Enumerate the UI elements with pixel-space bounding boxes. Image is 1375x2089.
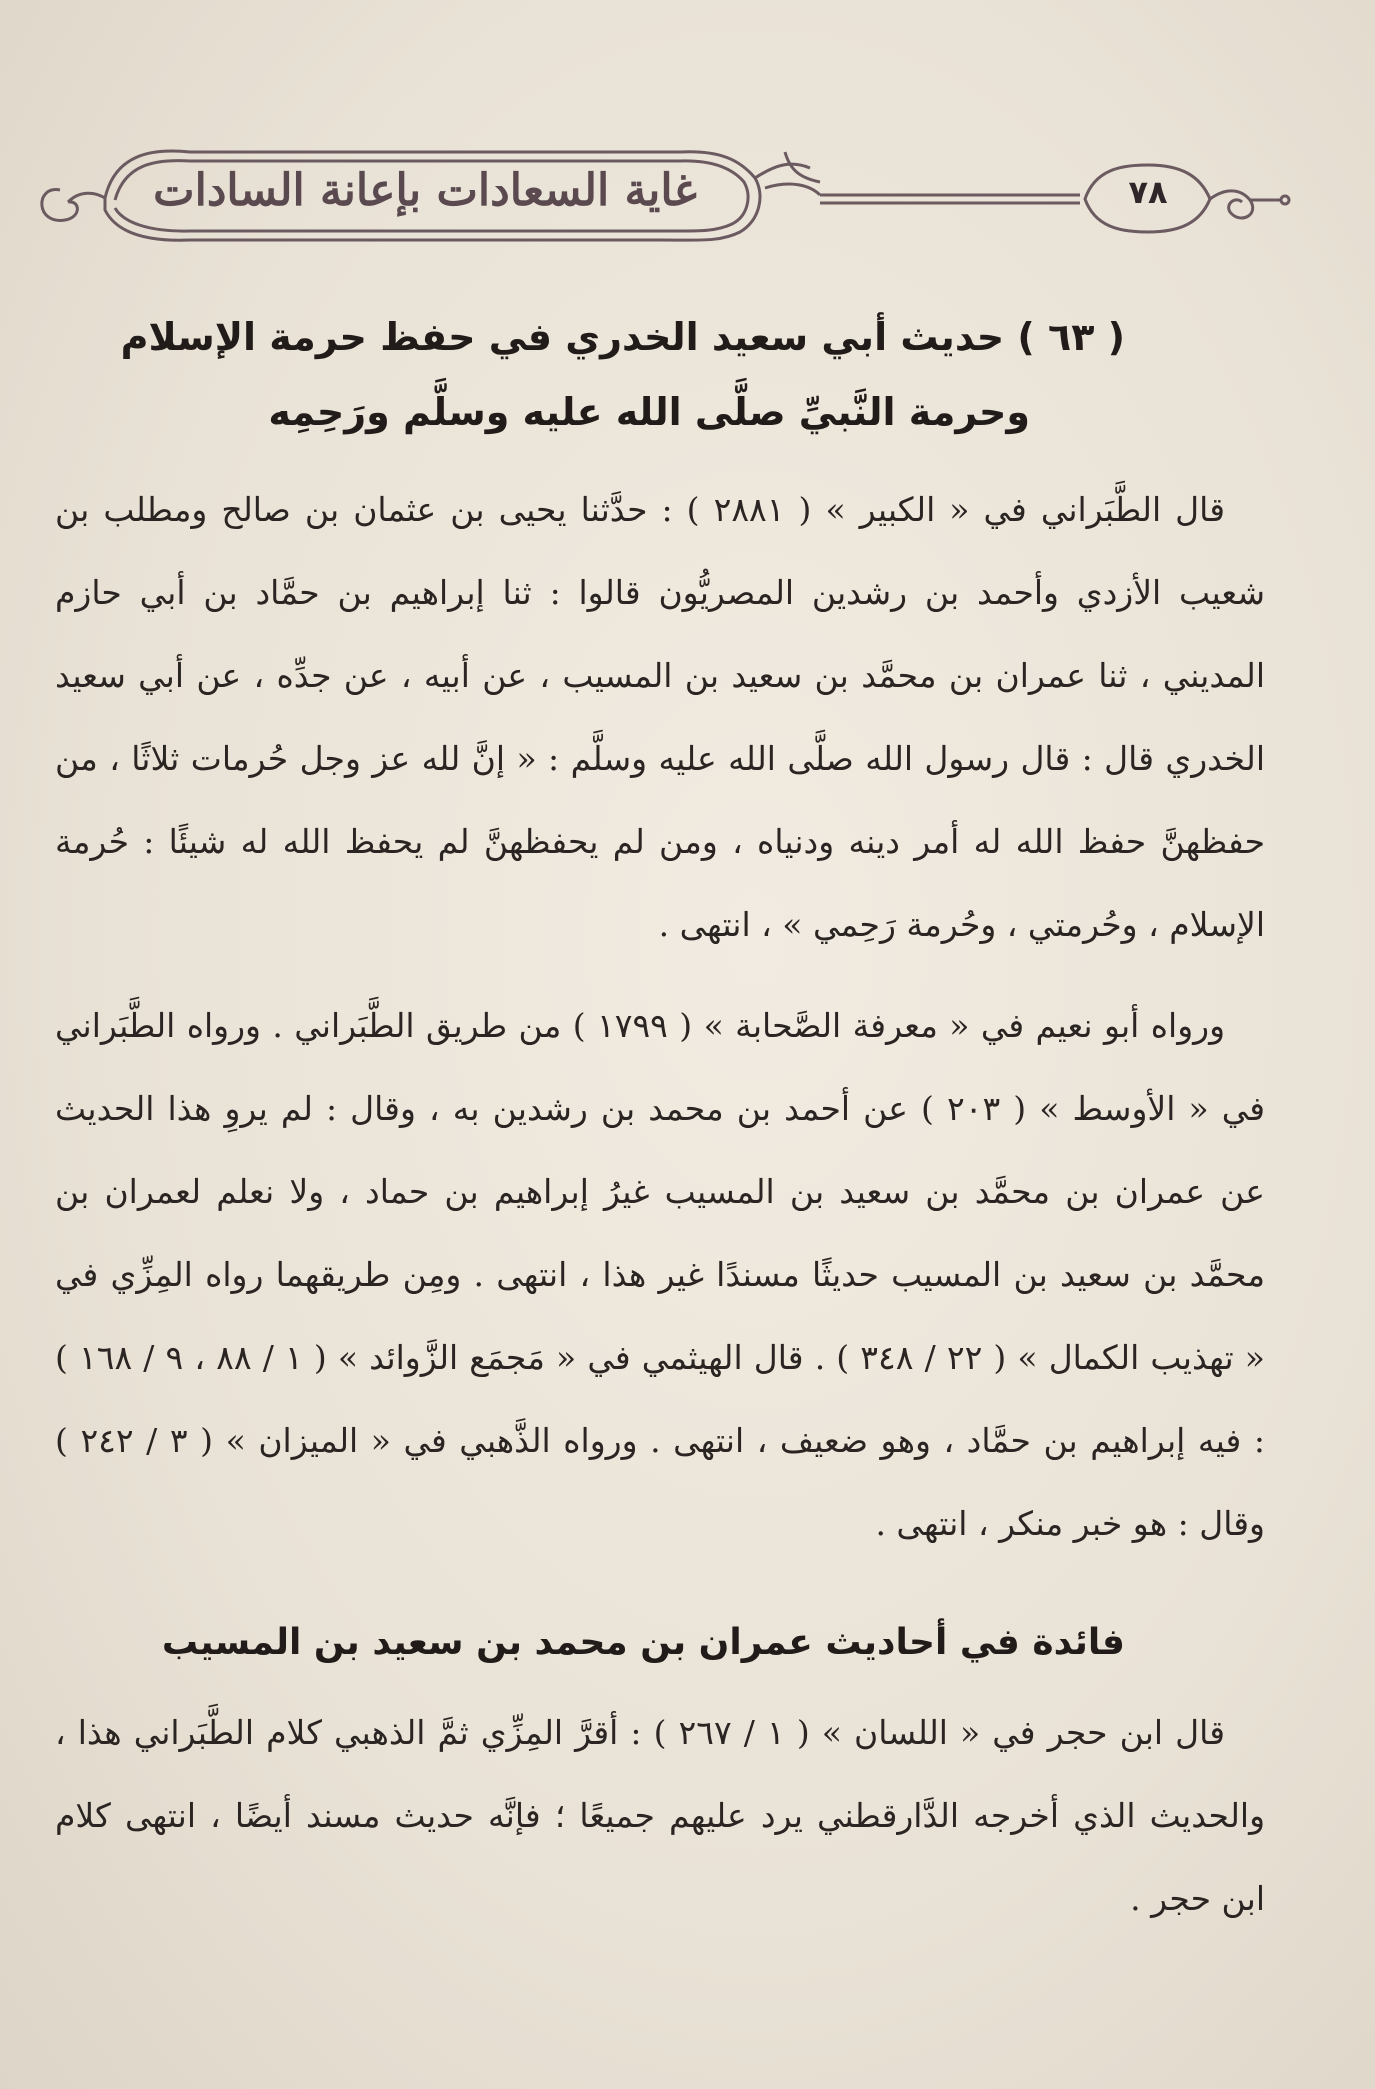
page-number: ٧٨ bbox=[1128, 173, 1168, 211]
note-paragraph: قال ابن حجر في « اللسان » ( ١ / ٢٦٧ ) : أقرَّ المِزِّي ثمَّ الذهبي كلام الطَّبَراني هذا ، والحديث الذي أخرجه الدَّارقطني يرد عليهم جميعًا ؛ فإنَّه حديث مسند أيضًا ، انتهى كلام ابن حجر . bbox=[55, 1713, 1265, 1918]
running-header bbox=[20, 60, 1300, 260]
section-heading bbox=[55, 300, 1265, 450]
page-content bbox=[55, 300, 1265, 1940]
section-heading-line1: ( ٦٣ ) حديث أبي سعيد الخدري في حفظ حرمة الإسلام bbox=[120, 315, 1125, 359]
book-title: غاية السعادات بإعانة السادات bbox=[153, 165, 697, 216]
takhrij-paragraph: ورواه أبو نعيم في « معرفة الصَّحابة » ( ١٧٩٩ ) من طريق الطَّبَراني . ورواه الطَّبَراني في « الأوسط » ( ٢٠٣ ) عن أحمد بن محمد بن رشدين به ، وقال : لم يروِ هذا الحديث عن عمران بن محمَّد بن سعيد بن المسيب غيرُ إبراهيم بن حماد ، ولا نعلم لعمران بن محمَّد بن سعيد بن المسيب حديثًا مسندًا غير هذا ، انتهى . ومِن طريقهما رواه المِزِّي في « تهذيب الكمال » ( ٢٢ / ٣٤٨ ) . قال الهيثمي في « مَجمَع الزَّوائد » ( ١ / ٨٨ ، ٩ / ١٦٨ ) : فيه إبراهيم بن حمَّاد ، وهو ضعيف ، انتهى . ورواه الذَّهبي في « الميزان » ( ٣ / ٢٤٢ ) وقال : هو خبر منكر ، انتهى . bbox=[55, 1006, 1265, 1543]
section-heading-line2: وحرمة النَّبيِّ صلَّى الله عليه وسلَّم ورَحِمِه bbox=[268, 390, 1030, 434]
header-ornament bbox=[20, 60, 1300, 260]
note-title: فائدة في أحاديث عمران بن محمد بن سعيد بن المسيب bbox=[161, 1622, 1125, 1663]
hadith-paragraph: قال الطَّبَراني في « الكبير » ( ٢٨٨١ ) : حدَّثنا يحيى بن عثمان بن صالح ومطلب بن شعيب الأزدي وأحمد بن رشدين المصريُّون قالوا : ثنا إبراهيم بن حمَّاد بن أبي حازم المديني ، ثنا عمران بن محمَّد بن سعيد بن المسيب ، عن أبيه ، عن جدِّه ، عن أبي سعيد الخدري قال : قال رسول الله صلَّى الله عليه وسلَّم : « إنَّ لله عز وجل حُرمات ثلاثًا ، من حفظهنَّ حفظ الله له أمر دينه ودنياه ، ومن لم يحفظهنَّ لم يحفظ الله له شيئًا : حُرمة الإسلام ، وحُرمتي ، وحُرمة رَحِمي » ، انتهى . bbox=[55, 490, 1265, 944]
